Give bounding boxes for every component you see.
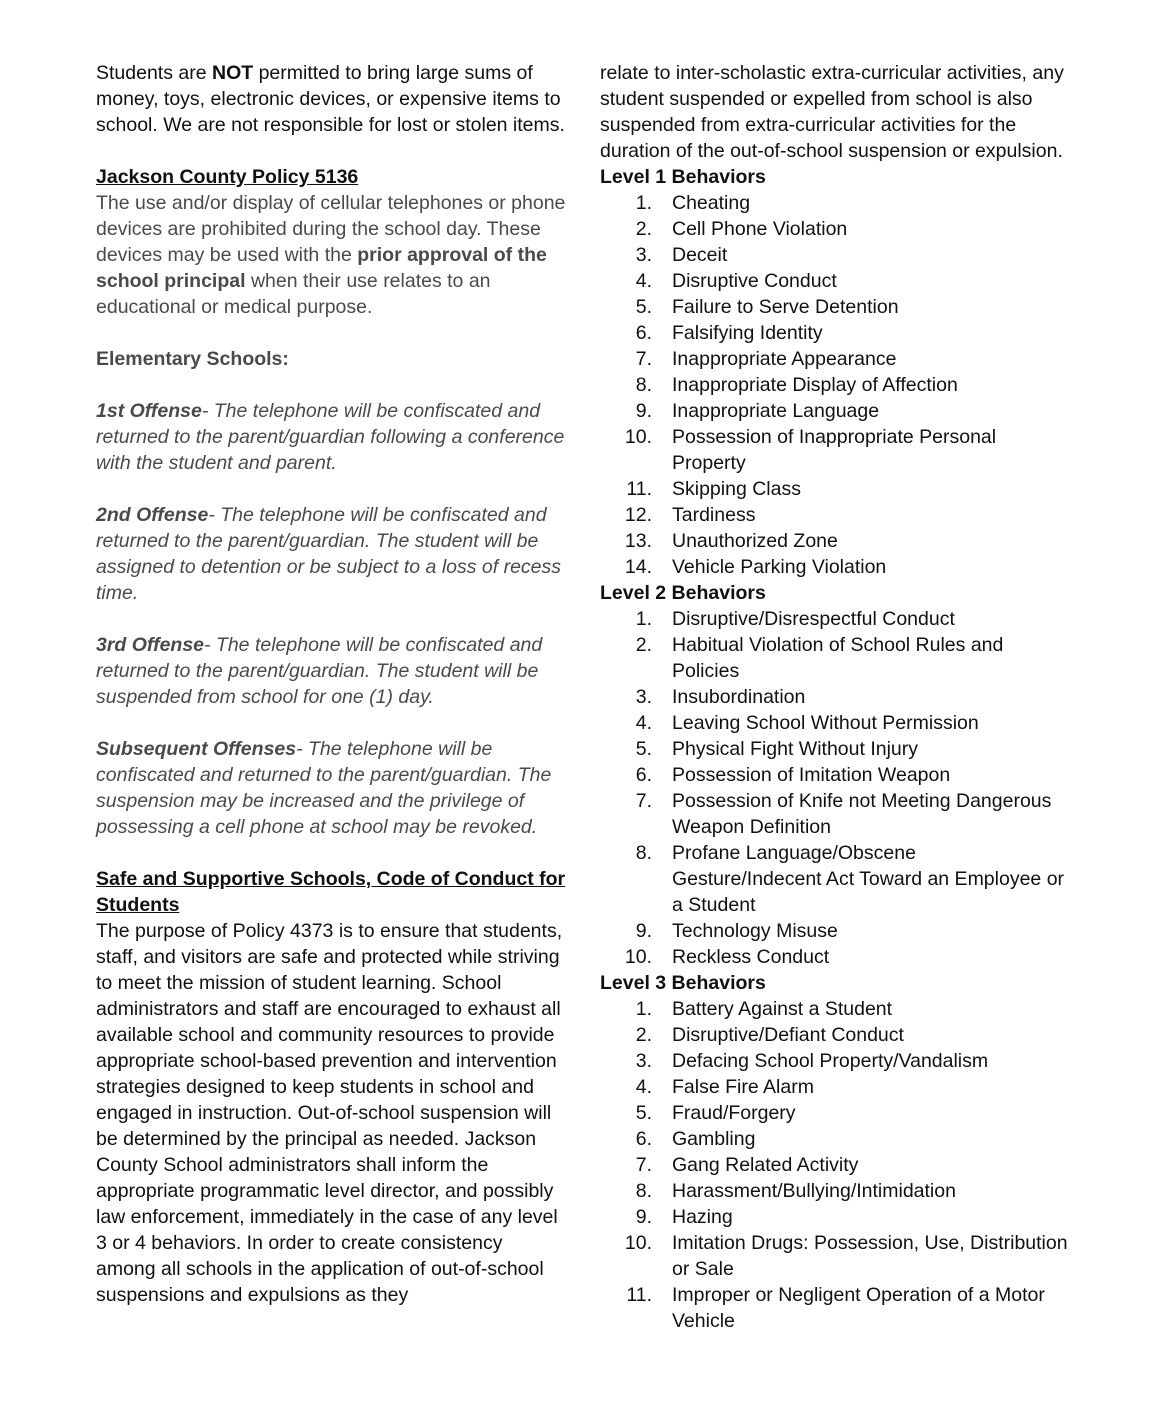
list-item: 2. Cell Phone Violation [635, 218, 848, 240]
list-item: 4. Disruptive Conduct [635, 270, 837, 292]
list-item: 12. Tardiness [624, 504, 756, 526]
list-item: 7. Possession of Knife not Meeting Dangerous Weapon Definition [635, 790, 1052, 838]
list-item: 1. Battery Against a Student [635, 998, 893, 1020]
continuation-paragraph: relate to inter-scholastic extra-curricular activities, any student suspended or expelled from school is also suspended from extra-curricular activities for the duration of the out-of-school suspension or expulsion. [600, 62, 1064, 162]
level-1-list [600, 190, 1070, 580]
offense-1: 1st Offense- The telephone will be confiscated and returned to the parent/guardian following a conference with the student and parent. [96, 400, 565, 474]
list-item: 1. Cheating [635, 192, 751, 214]
list-item: 2. Disruptive/Defiant Conduct [635, 1024, 904, 1046]
policy-emphasis: prior approval of the school principal [96, 244, 547, 292]
left-column [96, 60, 566, 1308]
level-3-list [600, 996, 1070, 1334]
list-item: 14. Vehicle Parking Violation [624, 556, 887, 578]
safe-schools-heading: Safe and Supportive Schools, Code of Conduct for Students [96, 868, 566, 916]
right-column [600, 60, 1070, 1334]
intro-emphasis: NOT [212, 62, 254, 84]
list-item: 1. Disruptive/Disrespectful Conduct [635, 608, 955, 630]
list-item: 6. Falsifying Identity [635, 322, 823, 344]
list-item: 3. Insubordination [635, 686, 806, 708]
list-item: 8. Harassment/Bullying/Intimidation [635, 1180, 956, 1202]
list-item: 5. Fraud/Forgery [635, 1102, 796, 1124]
offense-2: 2nd Offense- The telephone will be confiscated and returned to the parent/guardian. The student will be assigned to detention or be subject to a loss of recess time. [96, 504, 562, 604]
elementary-heading: Elementary Schools: [96, 348, 289, 370]
list-item: 4. Leaving School Without Permission [635, 712, 979, 734]
safe-schools-paragraph: The purpose of Policy 4373 is to ensure that students, staff, and visitors are safe and protected while striving to meet the mission of student learning. School administrators and staff are encouraged to exhaust all available school and community resources to provide appropriate school-based prevention and intervention strategies designed to keep students in school and engaged in instruction. Out-of-school suspension will be determined by the principal as needed. Jackson County School administrators shall inform the appropriate programmatic level director, and possibly law enforcement, immediately in the case of any level 3 or 4 behaviors. In order to create consistency among all schools in the application of out-of-school suspensions and expulsions as they [96, 920, 563, 1306]
list-item: 7. Inappropriate Appearance [635, 348, 897, 370]
level-3-heading: Level 3 Behaviors [600, 972, 766, 994]
offense-subsequent: Subsequent Offenses- The telephone will be confiscated and returned to the parent/guardian. The suspension may be increased and the privilege of possessing a cell phone at school may be revoked. [96, 738, 552, 838]
list-item: 10. Possession of Inappropriate Personal Property [624, 426, 997, 474]
level-1-heading: Level 1 Behaviors [600, 166, 766, 188]
list-item: 9. Technology Misuse [635, 920, 838, 942]
list-item: 4. False Fire Alarm [635, 1076, 814, 1098]
list-item: 11. Improper or Negligent Operation of a Motor Vehicle [626, 1284, 1045, 1332]
list-item: 3. Defacing School Property/Vandalism [635, 1050, 989, 1072]
list-item: 5. Physical Fight Without Injury [635, 738, 919, 760]
offense-3: 3rd Offense- The telephone will be confiscated and returned to the parent/guardian. The student will be suspended from school for one (1) day. [96, 634, 543, 708]
list-item: 10. Imitation Drugs: Possession, Use, Distribution or Sale [624, 1232, 1068, 1280]
list-item: 8. Profane Language/Obscene Gesture/Indecent Act Toward an Employee or a Student [635, 842, 1065, 916]
list-item: 3. Deceit [635, 244, 728, 266]
list-item: 10. Reckless Conduct [624, 946, 830, 968]
list-item: 9. Inappropriate Language [635, 400, 880, 422]
list-item: 7. Gang Related Activity [635, 1154, 859, 1176]
list-item: 2. Habitual Violation of School Rules and Policies [635, 634, 1004, 682]
list-item: 9. Hazing [635, 1206, 733, 1228]
policy-heading: Jackson County Policy 5136 [96, 166, 359, 188]
level-2-heading: Level 2 Behaviors [600, 582, 766, 604]
list-item: 5. Failure to Serve Detention [635, 296, 899, 318]
policy-paragraph: The use and/or display of cellular telephones or phone devices are prohibited during the school day. These devices may be used with the prior approval of the school principal when their use relates to an educational or medical purpose. [96, 192, 566, 318]
list-item: 6. Possession of Imitation Weapon [635, 764, 951, 786]
intro-paragraph: Students are NOT permitted to bring large sums of money, toys, electronic devices, or expensive items to school. We are not responsible for lost or stolen items. [96, 62, 565, 136]
list-item: 11. Skipping Class [626, 478, 801, 500]
level-2-list [600, 606, 1070, 970]
list-item: 6. Gambling [635, 1128, 756, 1150]
list-item: 13. Unauthorized Zone [624, 530, 838, 552]
list-item: 8. Inappropriate Display of Affection [635, 374, 958, 396]
